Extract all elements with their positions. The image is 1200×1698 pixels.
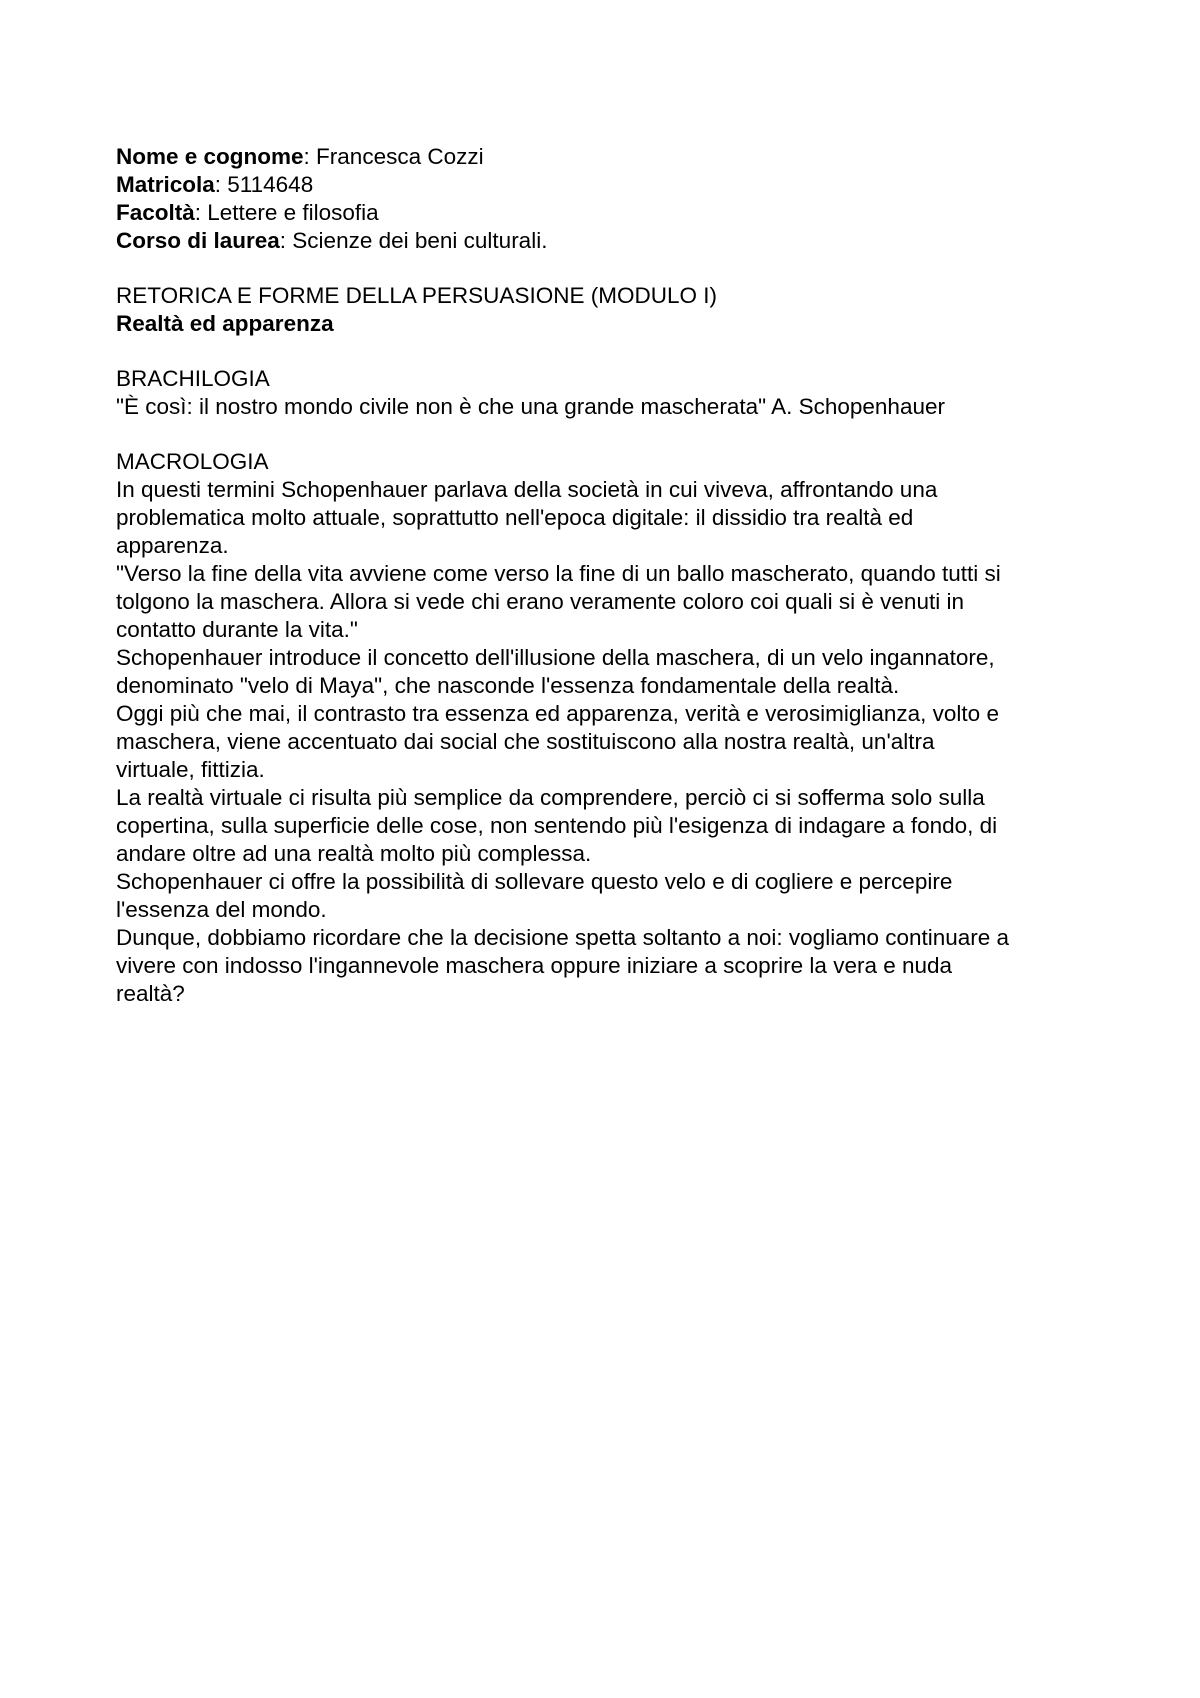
paragraph-line: copertina, sulla superficie delle cose, non sentendo più l'esigenza di indagare a fondo, di <box>116 813 998 838</box>
spacer <box>116 421 1096 448</box>
name-label: Nome e cognome <box>116 144 304 169</box>
paragraph-6 <box>116 868 1096 924</box>
paragraph-line: tolgono la maschera. Allora si vede chi erano veramente coloro coi quali si è venuti in <box>116 589 964 614</box>
paragraph-line: La realtà virtuale ci risulta più semplice da comprendere, perciò ci si sofferma solo sulla <box>116 785 985 810</box>
paragraph-line: contatto durante la vita." <box>116 617 358 642</box>
paragraph-line: Dunque, dobbiamo ricordare che la decisione spetta soltanto a noi: vogliamo continuare a <box>116 925 1010 950</box>
paragraph-7 <box>116 924 1096 1008</box>
course-title: RETORICA E FORME DELLA PERSUASIONE (MODULO I) <box>116 283 717 308</box>
paragraph-line: Schopenhauer introduce il concetto dell'illusione della maschera, di un velo ingannatore, <box>116 645 995 670</box>
paragraph-line: l'essenza del mondo. <box>116 897 327 922</box>
paragraph-line: Oggi più che mai, il contrasto tra essenza ed apparenza, verità e verosimiglianza, volto e <box>116 701 999 726</box>
paragraph-line: virtuale, fittizia. <box>116 757 265 782</box>
document-content <box>116 143 1096 1008</box>
macrologia-heading: MACROLOGIA <box>116 449 269 474</box>
paragraph-line: apparenza. <box>116 533 229 558</box>
corso-value: : Scienze dei beni culturali. <box>279 228 548 253</box>
paragraph-line: "Verso la fine della vita avviene come verso la fine di un ballo mascherato, quando tutti si <box>116 561 1001 586</box>
spacer <box>116 338 1096 365</box>
paragraph-1 <box>116 476 1096 560</box>
facolta-label: Facoltà <box>116 200 195 225</box>
paragraph-line: andare oltre ad una realtà molto più complessa. <box>116 841 592 866</box>
corso-label: Corso di laurea <box>116 228 280 253</box>
paragraph-2 <box>116 560 1096 644</box>
paragraph-line: maschera, viene accentuato dai social che sostituiscono alla nostra realtà, un'altra <box>116 729 935 754</box>
paragraph-line: denominato "velo di Maya", che nasconde l'essenza fondamentale della realtà. <box>116 673 900 698</box>
matricola-line <box>116 171 1096 199</box>
corso-line <box>116 227 1096 255</box>
paragraph-4 <box>116 700 1096 784</box>
paragraph-line: realtà? <box>116 981 185 1006</box>
brachilogia-heading: BRACHILOGIA <box>116 366 270 391</box>
facolta-value: : Lettere e filosofia <box>194 200 379 225</box>
facolta-line <box>116 199 1096 227</box>
name-line <box>116 143 1096 171</box>
paragraph-line: In questi termini Schopenhauer parlava della società in cui viveva, affrontando una <box>116 477 938 502</box>
paragraph-line: problematica molto attuale, soprattutto nell'epoca digitale: il dissidio tra realtà ed <box>116 505 914 530</box>
paragraph-3 <box>116 644 1096 700</box>
matricola-value: : 5114648 <box>214 172 314 197</box>
brachilogia-quote: "È così: il nostro mondo civile non è che una grande mascherata" A. Schopenhauer <box>116 394 945 419</box>
paragraph-5 <box>116 784 1096 868</box>
name-value: : Francesca Cozzi <box>303 144 484 169</box>
paragraph-line: Schopenhauer ci offre la possibilità di sollevare questo velo e di cogliere e percepire <box>116 869 953 894</box>
spacer <box>116 255 1096 282</box>
paragraph-line: vivere con indosso l'ingannevole maschera oppure iniziare a scoprire la vera e nuda <box>116 953 953 978</box>
essay-title: Realtà ed apparenza <box>116 311 334 336</box>
matricola-label: Matricola <box>116 172 215 197</box>
